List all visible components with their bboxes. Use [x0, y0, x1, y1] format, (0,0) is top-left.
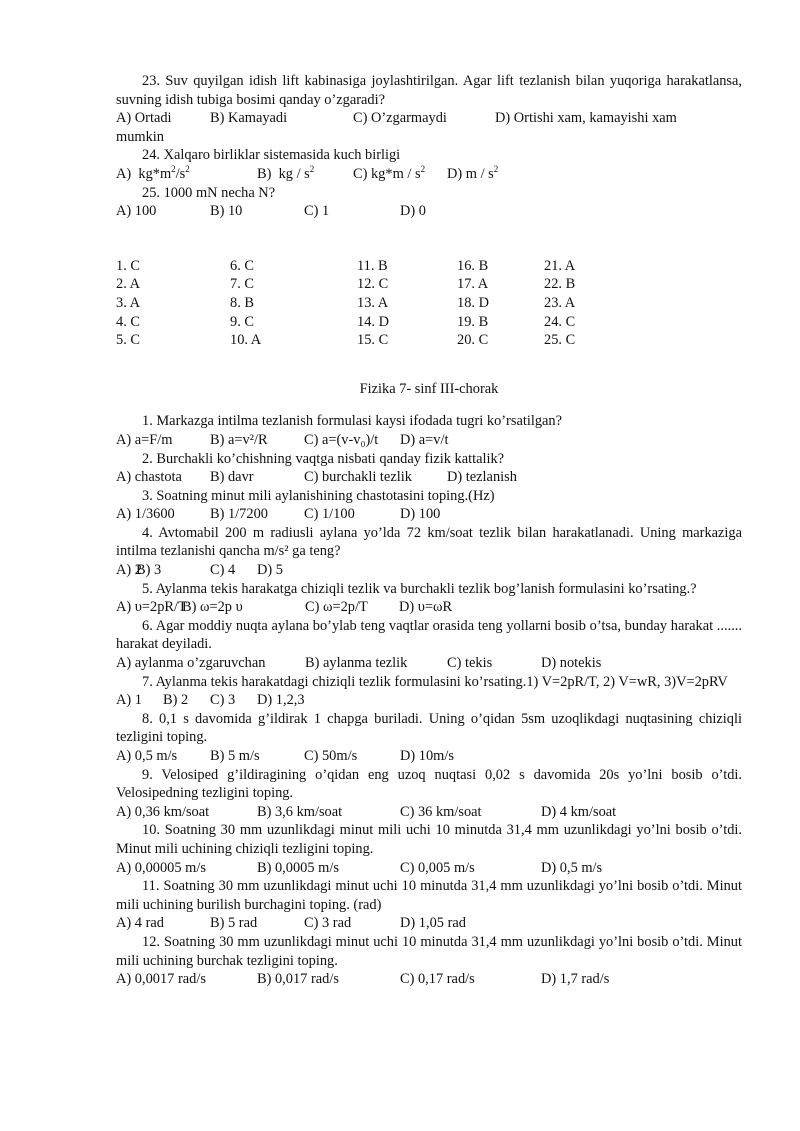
- answer-key-cell: 24. C: [544, 313, 576, 330]
- question-text: 7. Aylanma tekis harakatdagi chiziqli tezlik formulasini ko’rsating.1) V=2pR/T, 2) V=wR, 3)V=2pRV: [142, 673, 728, 690]
- option-a: A) υ=2pR/T: [116, 599, 187, 616]
- option-d: D) 10m/s: [400, 748, 454, 764]
- option-b: B) davr: [210, 469, 254, 486]
- answer-key-row: [116, 257, 742, 276]
- answer-key-cell: 1. C: [116, 257, 140, 274]
- option-c: C) a=(v-v₀)/t: [304, 431, 379, 448]
- option-d: D) 0,5 m/s: [541, 859, 603, 876]
- option-c: C) ω=2p/T: [305, 599, 368, 616]
- option-d: D) notekis: [541, 655, 602, 672]
- option-a: A) 100: [116, 203, 157, 220]
- answer-key-cell: 12. C: [357, 276, 389, 293]
- option-a: A) 0,0017 rad/s: [116, 971, 206, 988]
- option-c: C) 0,17 rad/s: [400, 971, 475, 988]
- options-row: [116, 803, 742, 822]
- option-c: C) 3: [210, 692, 236, 709]
- question-2: [116, 450, 742, 487]
- options-row: [116, 561, 742, 580]
- question-7: [116, 673, 742, 710]
- answer-key-cell: 14. D: [357, 313, 389, 330]
- option-b: B) 2: [163, 692, 189, 709]
- question-11: [116, 877, 742, 933]
- answer-key-cell: 11. B: [357, 257, 388, 274]
- answer-key: [116, 257, 742, 350]
- answer-key-cell: 8. B: [230, 294, 254, 311]
- answer-key-row: [116, 294, 742, 313]
- question-text: 6. Agar moddiy nuqta aylana bo’ylab teng vaqtlar orasida teng yollarni bosib o’tsa, bunday harakat ....... harakat deyiladi.: [116, 617, 742, 653]
- option-c: C) 1/100: [304, 506, 355, 523]
- question-text: 1. Markazga intilma tezlanish formulasi kaysi ifodada tugri ko’rsatilgan?: [142, 413, 562, 430]
- option-c: C) $kg*m / s^2$: [353, 164, 426, 182]
- option-b: B) 3: [136, 562, 162, 579]
- answer-key-cell: 10. A: [230, 332, 262, 349]
- option-a: A) 0,36 km/soat: [116, 803, 210, 820]
- question-8: [116, 710, 742, 766]
- answer-key-row: [116, 331, 742, 350]
- option-continuation: mumkin: [116, 128, 164, 145]
- question-12: [116, 933, 742, 989]
- options-row: [116, 914, 742, 933]
- option-b: B) Kamayadi: [210, 110, 288, 127]
- question-text: 4. Avtomabil 200 m radiusli aylana yo’lda 72 km/soat tezlik bilan harakatlanadi. Uning markaziga intilma tezlanishi qancha m/s² ga teng?: [116, 524, 742, 560]
- option-d: D) υ=ωR: [399, 599, 453, 616]
- options-row: [116, 505, 742, 524]
- spacer: [116, 221, 742, 257]
- answer-key-cell: 5. C: [116, 332, 140, 349]
- option-a: A) chastota: [116, 469, 182, 486]
- question-text: 10. Soatning 30 mm uzunlikdagi minut mili uchi 10 minutda 31,4 mm uzunlikdagi yo’lni bosib o’tdi. Minut mili uchining chiziqli tezligini toping.: [116, 822, 742, 857]
- answer-key-cell: 7. C: [230, 276, 254, 293]
- option-b: B) 1/7200: [210, 506, 268, 523]
- option-b: B) 0,0005 m/s: [257, 859, 339, 876]
- answer-key-cell: 19. B: [457, 313, 489, 330]
- question-list: [116, 412, 742, 988]
- option-b: B) 5 m/s: [210, 748, 260, 764]
- option-d: D) 5: [257, 562, 283, 579]
- options-row: [116, 691, 742, 710]
- option-a: A) 0,5 m/s: [116, 748, 178, 764]
- question-6: [116, 617, 742, 673]
- options-row: [116, 598, 742, 617]
- question-text: 12. Soatning 30 mm uzunlikdagi minut uchi 10 minutda 31,4 mm uzunlikdagi yo’lni bosib o’tdi. Minut mili uchining burchak tezligini toping.: [116, 933, 742, 969]
- document-page: [116, 72, 742, 989]
- option-a: A) $kg*m^2/s^2$: [116, 164, 190, 182]
- option-b: B) kg / $s^2$: [257, 164, 315, 182]
- option-b: B) a=v²/R: [210, 431, 268, 448]
- options-row: [116, 970, 742, 989]
- options-row: [116, 202, 742, 221]
- option-c: C) 3 rad: [304, 915, 352, 932]
- option-d: D) m / $s^2$: [447, 164, 499, 182]
- option-a: A) Ortadi: [116, 110, 172, 127]
- question-text: 11. Soatning 30 mm uzunlikdagi minut uchi 10 minutda 31,4 mm uzunlikdagi yo’lni bosib o’tdi. Minut mili uchining burilish burchagini toping. (rad): [116, 878, 742, 913]
- question-text: 5. Aylanma tekis harakatga chiziqli tezlik va burchakli tezlik bog’lanish formulasini ko’rsating.?: [142, 580, 697, 597]
- question-text: 8. 0,1 s davomida g’ildirak 1 chapga buriladi. Uning o’qidan 5sm uzoqlikdagi nuqtasining chiziqli tezligini toping.: [116, 710, 742, 746]
- question-text: 3. Soatning minut mili aylanishining chastotasini toping.(Hz): [142, 487, 495, 504]
- question-1: [116, 412, 742, 449]
- answer-key-cell: 22. B: [544, 276, 576, 293]
- question-text: 24. Xalqaro birliklar sistemasida kuch birligi: [142, 147, 401, 164]
- question-text: 25. 1000 mN necha N?: [142, 184, 276, 201]
- options-row: [116, 747, 742, 766]
- options-row: [116, 654, 742, 673]
- options-row: [116, 859, 742, 878]
- option-d: D) 1,7 rad/s: [541, 971, 610, 988]
- options-row: [116, 468, 742, 487]
- answer-key-cell: 16. B: [457, 257, 489, 274]
- question-text: 9. Velosiped g’ildiragining o’qidan eng uzoq nuqtasi 0,02 s davomida 20s yo’lni bosib o’tdi. Velosipedning tezligini toping.: [116, 766, 742, 802]
- option-c: C) 36 km/soat: [400, 803, 482, 820]
- option-c: C) 0,005 m/s: [400, 859, 475, 876]
- question-3: [116, 487, 742, 524]
- option-a: A) 1: [116, 692, 142, 709]
- section-title: Fizika 7- sinf III-chorak: [359, 380, 499, 397]
- options-row: [116, 165, 742, 184]
- answer-key-cell: 13. A: [357, 294, 389, 311]
- option-d: D) Ortishi xam, kamayishi xam: [495, 110, 677, 127]
- question-text: 2. Burchakli ko’chishning vaqtga nisbati qanday fizik kattalik?: [142, 450, 505, 467]
- answer-key-row: [116, 313, 742, 332]
- question-9: [116, 766, 742, 822]
- answer-key-cell: 3. A: [116, 294, 140, 311]
- option-b: B) 10: [210, 203, 243, 220]
- option-d: D) a=v/t: [400, 431, 449, 448]
- question-10: [116, 821, 742, 877]
- answer-key-cell: 20. C: [457, 332, 489, 349]
- answer-key-cell: 6. C: [230, 257, 254, 274]
- options-row: [116, 431, 742, 450]
- option-c: C) 50m/s: [304, 748, 358, 764]
- option-d: D) 0: [400, 203, 426, 220]
- option-d: D) 1,05 rad: [400, 915, 466, 932]
- option-c: C) 1: [304, 203, 330, 220]
- option-a: A) 0,00005 m/s: [116, 859, 206, 876]
- option-d: D) 4 km/soat: [541, 803, 617, 820]
- question-23: [116, 72, 742, 146]
- answer-key-cell: 17. A: [457, 276, 489, 293]
- answer-key-cell: 4. C: [116, 313, 140, 330]
- answer-key-cell: 9. C: [230, 313, 254, 330]
- options-row: [116, 109, 742, 128]
- option-c: C) tekis: [447, 655, 493, 672]
- option-b: B) 0,017 rad/s: [257, 971, 339, 988]
- question-25: [116, 184, 742, 221]
- option-a: A) 4 rad: [116, 915, 164, 932]
- option-a: A) aylanma o’zgaruvchan: [116, 655, 266, 672]
- option-b: B) 5 rad: [210, 915, 258, 932]
- answer-key-cell: 2. A: [116, 276, 140, 293]
- option-c: C) 4: [210, 562, 236, 579]
- option-a: A) 2: [116, 562, 142, 579]
- question-text: 23. Suv quyilgan idish lift kabinasiga joylashtirilgan. Agar lift tezlanish bilan yuqoriga harakatlansa, suvning idish tubiga bosimi qanday o’zgaradi?: [116, 73, 742, 108]
- answer-key-cell: 25. C: [544, 332, 576, 349]
- option-b: B) 3,6 km/soat: [257, 803, 343, 820]
- question-5: [116, 580, 742, 617]
- answer-key-cell: 21. A: [544, 257, 576, 274]
- option-c: C) O’zgarmaydi: [353, 110, 447, 127]
- answer-key-row: [116, 275, 742, 294]
- answer-key-cell: 18. D: [457, 294, 489, 311]
- option-b: B) aylanma tezlik: [305, 655, 408, 672]
- option-c: C) burchakli tezlik: [304, 469, 412, 486]
- question-24: [116, 146, 742, 183]
- option-a: A) 1/3600: [116, 506, 175, 523]
- option-d: D) 1,2,3: [257, 692, 305, 709]
- option-a: A) a=F/m: [116, 431, 173, 448]
- option-b: B) ω=2p υ: [182, 599, 243, 616]
- answer-key-cell: 23. A: [544, 294, 576, 311]
- question-4: [116, 524, 742, 580]
- option-d: D) 100: [400, 506, 441, 523]
- option-d: D) tezlanish: [447, 469, 517, 486]
- answer-key-cell: 15. C: [357, 332, 389, 349]
